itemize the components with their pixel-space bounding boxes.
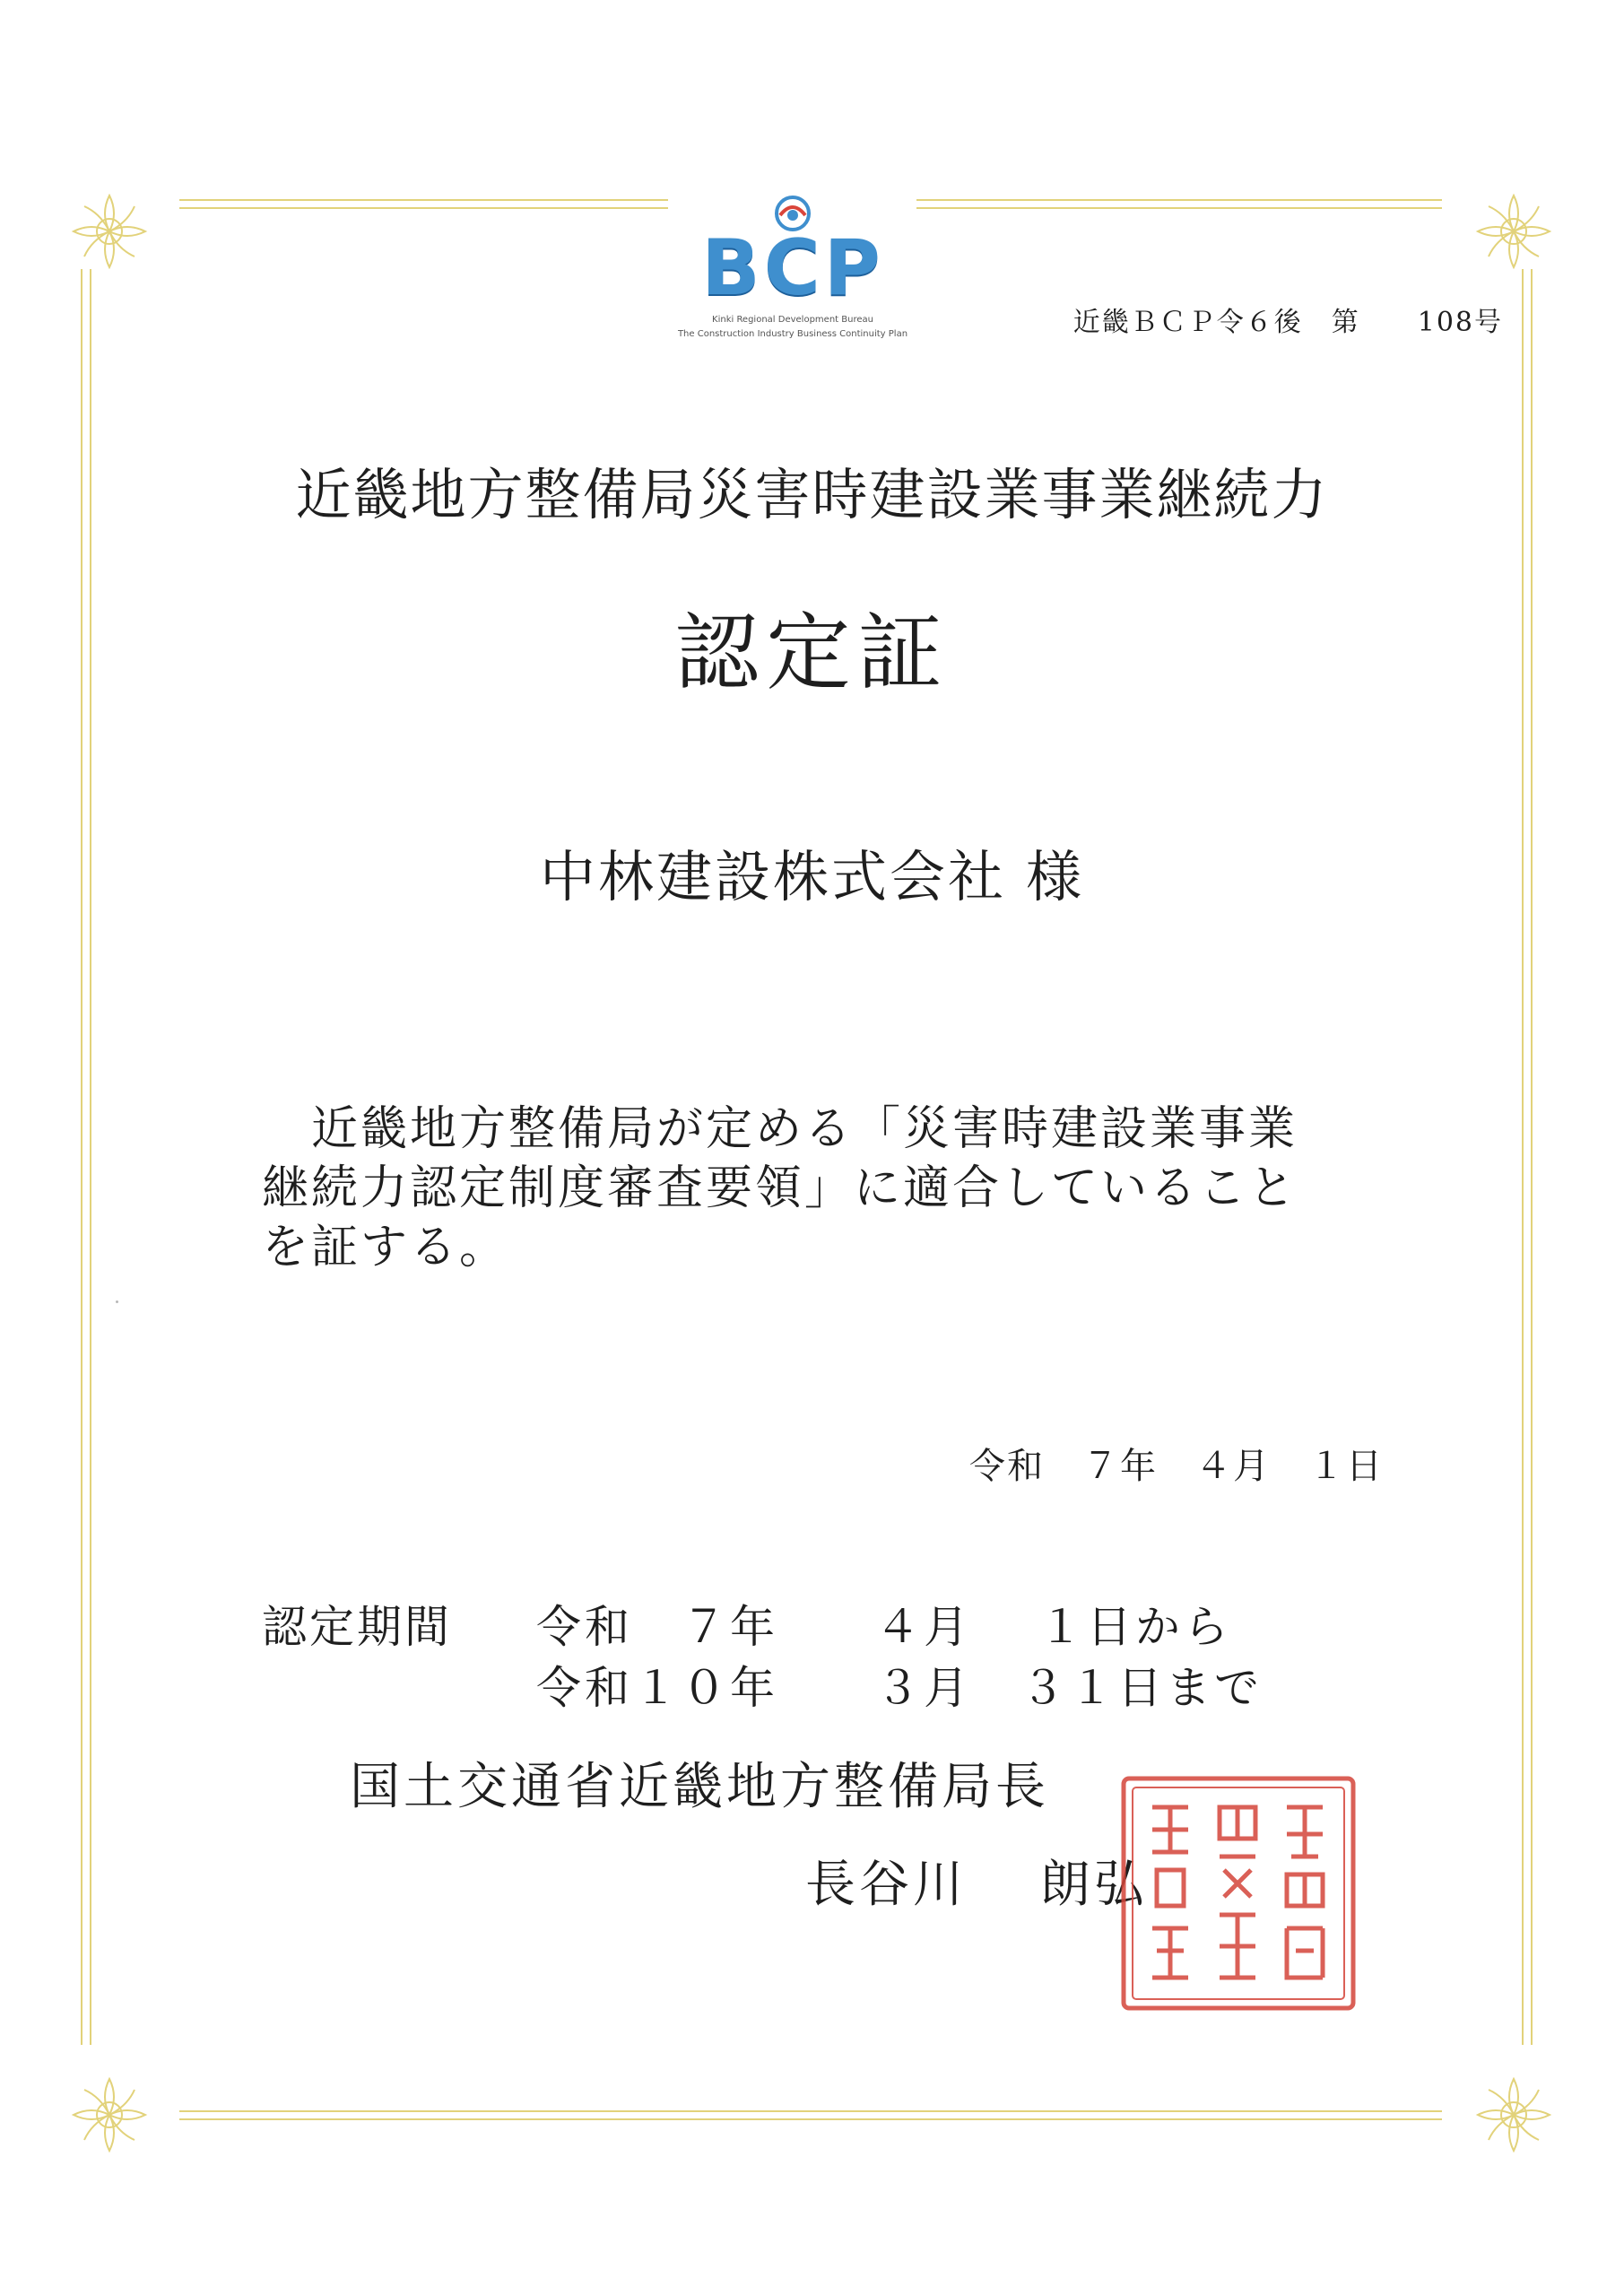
recipient xyxy=(0,832,1624,912)
logo-wordmark: BCP xyxy=(701,223,884,313)
scan-speck xyxy=(116,1300,118,1303)
signer-name: 長谷川 朗弘 xyxy=(805,1856,1148,1914)
certificate-body xyxy=(262,1100,1374,1277)
period-label: 認定期間 xyxy=(262,1601,452,1653)
recipient-honorific: 様 xyxy=(1026,844,1085,909)
corner-ornament-bottom-left xyxy=(56,2061,163,2169)
recipient-name: 中林建設株式会社 xyxy=(539,844,1006,909)
issuer-title: 国土交通省近畿地方整備局長 xyxy=(350,1758,1049,1816)
body-line: を証する。 xyxy=(262,1221,509,1274)
logo-subtitle-2: The Construction Industry Business Continuity Plan xyxy=(677,329,908,339)
logo-subtitle-1: Kinki Regional Development Bureau xyxy=(712,315,873,325)
corner-ornament-bottom-right xyxy=(1460,2061,1568,2169)
body-line: 継続力認定制度審査要領」に適合していること xyxy=(262,1161,1298,1215)
certificate-number: 近畿ＢＣＰ令６後 第 108号 xyxy=(1073,307,1503,338)
period-to: 令和１０年 ３月 ３１日まで xyxy=(536,1662,1263,1714)
official-seal xyxy=(1116,1771,1360,2015)
period-from: 令和 ７年 ４月 １日から xyxy=(536,1601,1232,1653)
certificate-title-line1: 近畿地方整備局災害時建設業事業継続力 xyxy=(295,462,1329,527)
issue-date: 令和 ７年 ４月 １日 xyxy=(969,1446,1384,1487)
certificate-title-line2: 認定証 xyxy=(674,604,950,702)
corner-ornament-top-left xyxy=(56,178,163,285)
bcp-logo xyxy=(671,190,915,350)
corner-ornament-top-right xyxy=(1460,178,1568,285)
body-line: 近畿地方整備局が定める「災害時建設業事業 xyxy=(262,1102,1298,1156)
